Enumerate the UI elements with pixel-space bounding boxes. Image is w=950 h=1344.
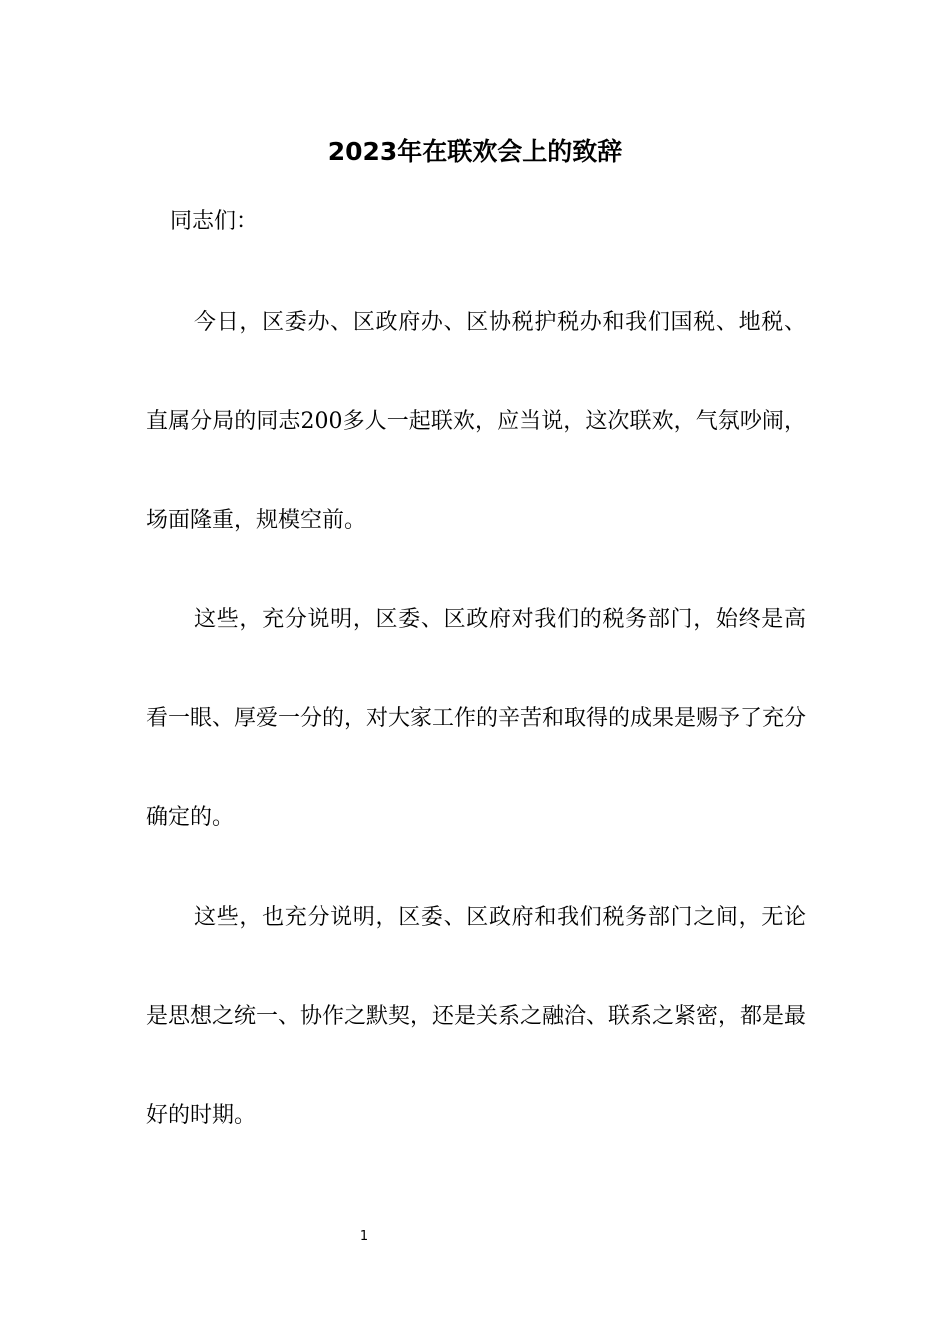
document-title: 2023年在联欢会上的致辞 <box>327 137 623 166</box>
paragraph-1: 今日，区委办、区政府办、区协税护税办和我们国税、地税、直属分局的同志200多人一起联欢，应当说，这次联欢，气氛吵闹，场面隆重，规模空前。 <box>146 310 806 533</box>
salutation: 同志们： <box>170 209 259 234</box>
paragraph-3: 这些，也充分说明，区委、区政府和我们税务部门之间，无论是思想之统一、协作之默契，还是关系之融洽、联系之紧密，都是最好的时期。 <box>146 905 807 1128</box>
page-number: 1 <box>359 1229 369 1244</box>
paragraph-2: 这些，充分说明，区委、区政府对我们的税务部门，始终是高看一眼、厚爱一分的，对大家工作的辛苦和取得的成果是赐予了充分确定的。 <box>146 607 807 830</box>
